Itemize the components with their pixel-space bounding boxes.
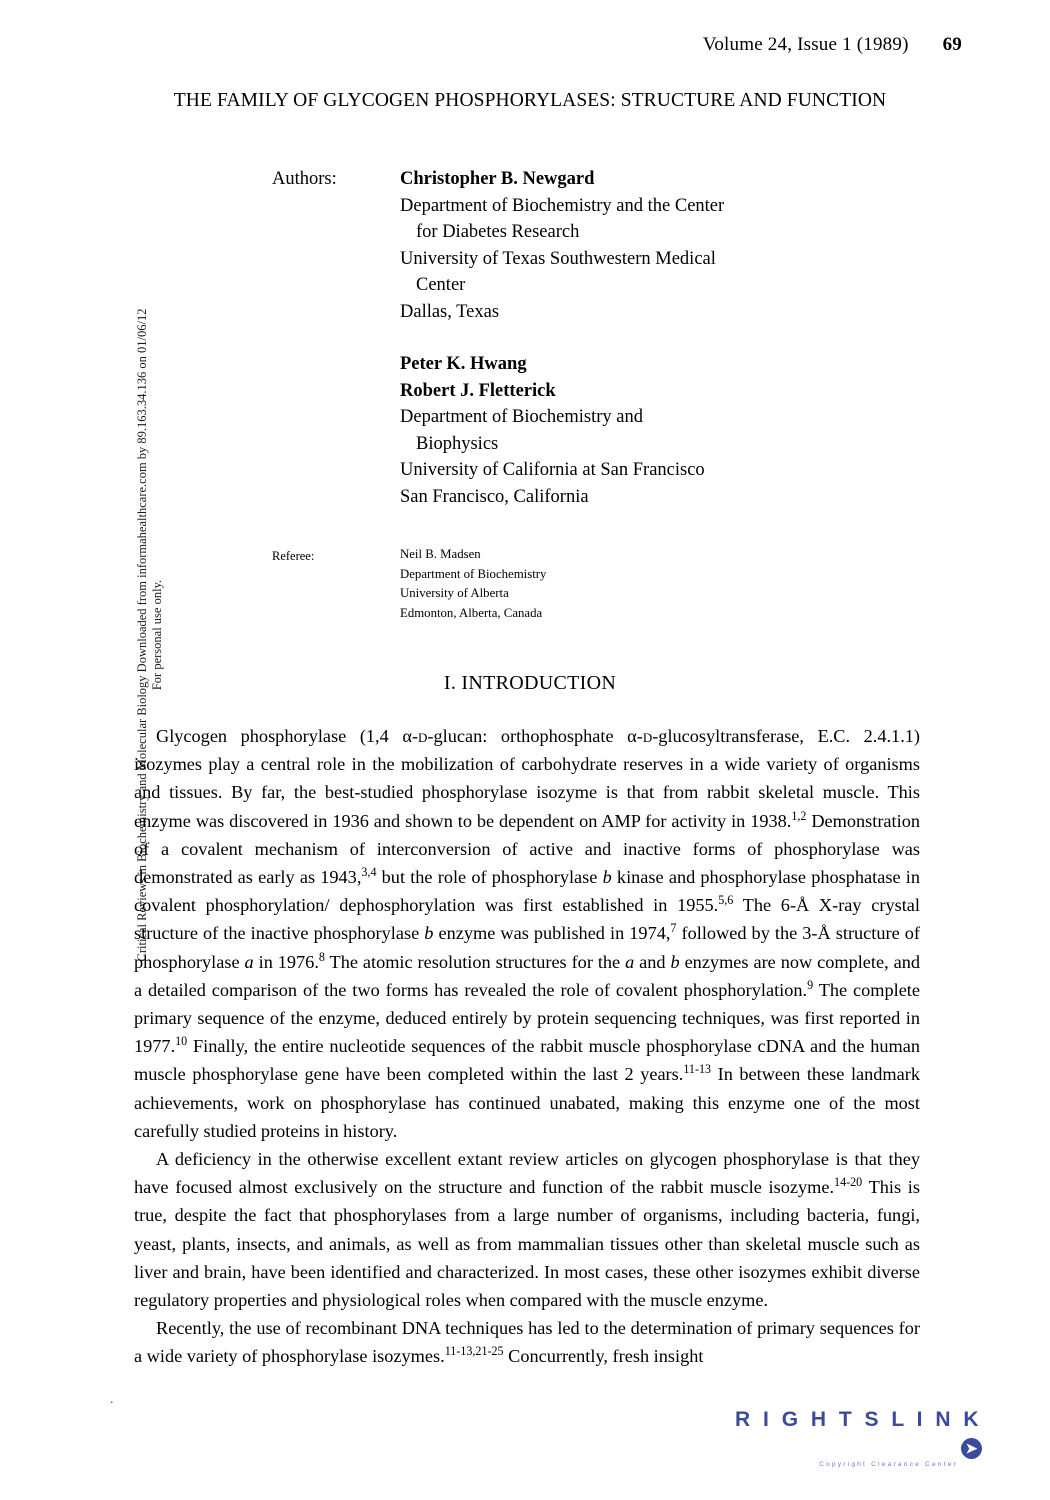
body-text xyxy=(134,722,920,1371)
article-title: THE FAMILY OF GLYCOGEN PHOSPHORYLASES: STRUCTURE AND FUNCTION xyxy=(173,90,887,111)
author2-affil-line-4: San Francisco, California xyxy=(400,486,589,507)
author-name-1: Christopher B. Newgard xyxy=(400,169,595,189)
paragraph-3-text: Recently, the use of recombinant DNA techniques has led to the determination of primary sequences for a wide variety of phosphorylase isozymes.$^{11-13,21-25}$ Concurrently, fresh insight xyxy=(134,1318,920,1367)
paragraph-1 xyxy=(134,722,920,1145)
referee-block xyxy=(272,545,912,623)
author2-affil-line-3: University of California at San Francisco xyxy=(400,460,705,480)
volume-issue-label: Volume 24, Issue 1 (1989) xyxy=(702,34,909,55)
referee-label: Referee: xyxy=(272,549,315,563)
page-number: 69 xyxy=(942,34,962,55)
paragraph-3 xyxy=(134,1314,920,1370)
authors-body xyxy=(400,166,912,510)
author1-affil-line-4: Center xyxy=(416,275,466,295)
author2-affil-line-1: Department of Biochemistry and xyxy=(400,407,644,427)
referee-line-2: Department of Biochemistry xyxy=(400,566,547,581)
rightslink-logo[interactable] xyxy=(732,1408,982,1468)
author1-affil-line-5: Dallas, Texas xyxy=(400,301,500,322)
authors-spacer xyxy=(400,325,912,351)
paragraph-1-text: Glycogen phosphorylase (1,4 α-d-glucan: orthophosphate α-d-glucosyltransferase, E.C. 2.4.1.1) isozymes play a central role in the mobilization of carbohydrate reserves in a wide variety of organisms and tissues. By far, the best-studied phosphorylase isozyme is that from rabbit skeletal muscle. This enzyme was discovered in 1936 and shown to be dependent on AMP for activity in 1938.$^{1,2}$ Demonstration of a covalent mechanism of interconversion of active and inactive forms of phosphorylase was demonstrated as early as 1943,$^{3,4}$ but the role of phosphorylase b kinase and phosphorylase phosphatase in covalent phosphorylation/ dephosphorylation was first established in 1955.$^{5,6}$ The 6-Å X-ray crystal structure of the inactive phosphorylase b enzyme was published in 1974,$^7$ followed by the 3-Å structure of phosphorylase a in 1976.$^8$ The atomic resolution structures for the a and b enzymes are now complete, and a detailed comparison of the two forms has revealed the role of covalent phosphorylation.$^9$ The complete primary sequence of the enzyme, deduced entirely by protein sequencing techniques, was first reported in 1977.10 Finally, the entire nucleotide sequences of the rabbit muscle phosphorylase cDNA and the human muscle phosphorylase gene have been completed within the last 2 years.$^{11-13}$ In between these landmark achievements, work on phosphorylase has continued unabated, making this enzyme one of the most carefully studied proteins in history. xyxy=(134,726,921,1141)
author1-affil-line-3: University of Texas Southwestern Medical xyxy=(400,248,716,269)
download-watermark-line1: Critical Reviews in Biochemistry and Molecular Biology Downloaded from informahealthcare.com by 89.163.34.136 on 01/06/12 xyxy=(135,308,149,962)
authors-label: Authors: xyxy=(272,169,337,189)
rightslink-wordmark-text: R I G H T S L I N K xyxy=(735,1408,982,1431)
paragraph-2 xyxy=(134,1145,920,1314)
author-name-2: Peter K. Hwang xyxy=(400,354,527,374)
running-head xyxy=(703,34,962,56)
margin-mark: . xyxy=(110,1392,114,1407)
rightslink-arrow-icon: ➤ xyxy=(961,1438,982,1459)
author1-affil-line-2: for Diabetes Research xyxy=(416,222,580,242)
rightslink-tagline: Copyright Clearance Center xyxy=(819,1461,958,1468)
referee-line-1: Neil B. Madsen xyxy=(400,547,481,561)
download-watermark-line2: For personal use only. xyxy=(150,579,164,691)
author2-affil-line-2: Biophysics xyxy=(416,433,499,454)
authors-block xyxy=(272,166,912,510)
author1-affil-line-1: Department of Biochemistry and the Center xyxy=(400,195,725,216)
section-heading-introduction: I. INTRODUCTION xyxy=(443,672,617,694)
referee-line-4: Edmonton, Alberta, Canada xyxy=(400,605,543,620)
author-name-3: Robert J. Fletterick xyxy=(400,380,556,401)
referee-line-3: University of Alberta xyxy=(400,586,509,600)
rightslink-wordmark xyxy=(732,1408,982,1459)
referee-body xyxy=(400,545,912,623)
paragraph-2-text: A deficiency in the otherwise excellent extant review articles on glycogen phosphorylase is that they have focused almost exclusively on the structure and function of the rabbit muscle isozyme.$^{14-20}$ This is true, despite the fact that phosphorylases from a large number of organisms, including bacteria, fungi, yeast, plants, insects, and animals, as well as from mammalian tissues other than skeletal muscle such as liver and brain, have been identified and characterized. In most cases, these other isozymes exhibit diverse regulatory properties and physiological roles when compared with the muscle enzyme. xyxy=(134,1149,920,1311)
